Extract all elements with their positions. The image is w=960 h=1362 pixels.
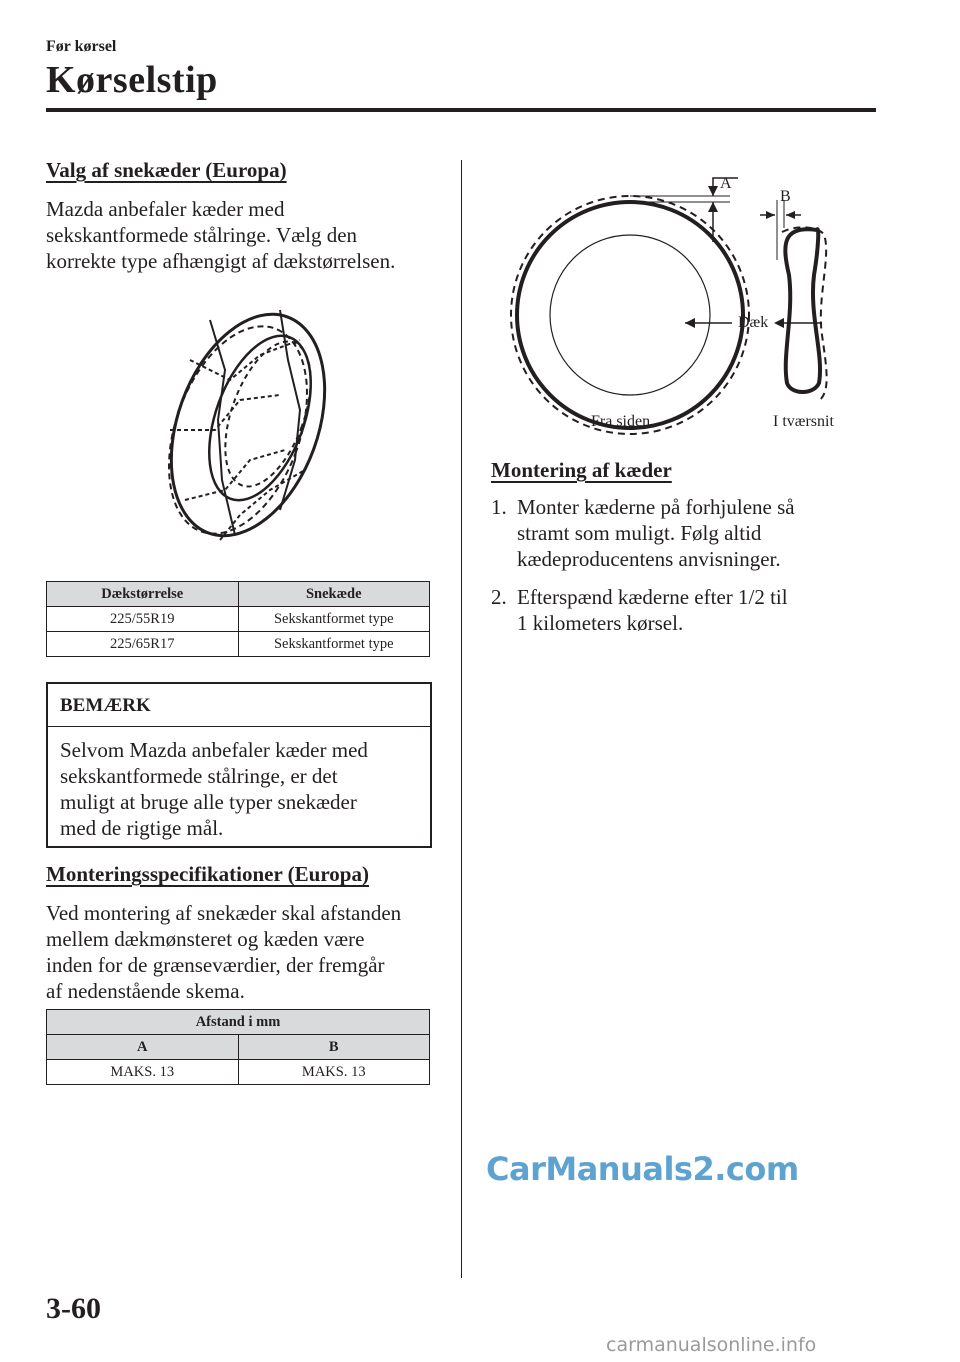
note-box <box>46 682 432 848</box>
step-number: 1. <box>491 495 507 519</box>
note-body <box>48 727 430 851</box>
note-line: muligt at bruge alle typer snekæder <box>60 790 357 814</box>
snow-chains-heading: Valg af snekæder (Europa) <box>46 158 287 182</box>
note-line: med de rigtige mål. <box>60 816 224 840</box>
step-line: kædeproducentens anvisninger. <box>517 547 781 571</box>
tire-chain-table <box>46 581 430 657</box>
list-item <box>491 584 871 636</box>
label-a: A <box>720 175 732 192</box>
table-cell: Sekskantformet type <box>238 607 430 632</box>
distance-table <box>46 1009 430 1085</box>
label-b: B <box>780 188 791 205</box>
step-line: stramt som muligt. Følg altid <box>517 521 762 545</box>
table-header: Snekæde <box>238 582 430 607</box>
watermark-logo: CarManuals2.com <box>486 1150 799 1188</box>
note-line: Selvom Mazda anbefaler kæder med <box>60 738 368 762</box>
wheel-rim <box>550 235 710 395</box>
mounting-heading: Montering af kæder <box>491 458 672 482</box>
mounting-spec-body <box>46 900 446 1004</box>
table-header: B <box>238 1035 430 1060</box>
step-line: Monter kæderne på forhjulene så <box>517 495 795 519</box>
intro-line: Mazda anbefaler kæder med <box>46 197 285 221</box>
section-label: Før kørsel <box>46 38 117 55</box>
table-header-row <box>47 1035 430 1060</box>
intro-line: korrekte type afhængigt af dækstørrelsen. <box>46 249 396 273</box>
table-caption: Afstand i mm <box>47 1010 430 1035</box>
table-row <box>47 632 430 657</box>
snow-chains-intro <box>46 196 446 274</box>
list-item <box>491 494 871 572</box>
table-row <box>47 1060 430 1085</box>
step-number: 2. <box>491 585 507 609</box>
spec-line: mellem dækmønsteret og kæden være <box>46 927 365 951</box>
spec-line: af nedenstående skema. <box>46 979 245 1003</box>
title-rule <box>46 108 876 112</box>
table-header: Dækstørrelse <box>47 582 239 607</box>
table-cell: Sekskantformet type <box>238 632 430 657</box>
intro-line: sekskantformede stålringe. Vælg den <box>46 223 358 247</box>
spec-line: Ved montering af snekæder skal afstanden <box>46 901 402 925</box>
spec-line: inden for de grænseværdier, der fremgår <box>46 953 385 977</box>
page-number: 3-60 <box>46 1292 101 1325</box>
label-side-view: Fra siden <box>591 413 651 430</box>
table-cell: 225/65R17 <box>47 632 239 657</box>
step-line: 1 kilometers kørsel. <box>517 611 684 635</box>
label-cross-section: I tværsnit <box>773 413 834 430</box>
table-header-row <box>47 582 430 607</box>
table-caption-row <box>47 1010 430 1035</box>
table-header: A <box>47 1035 239 1060</box>
page-title: Kørselstip <box>46 59 218 101</box>
table-row <box>47 607 430 632</box>
table-cell: MAKS. 13 <box>47 1060 239 1085</box>
mounting-spec-heading: Monteringsspecifikationer (Europa) <box>46 862 369 886</box>
table-cell: 225/55R19 <box>47 607 239 632</box>
label-tire: Dæk <box>738 314 769 331</box>
tire-outline <box>517 202 743 428</box>
note-line: sekskantformede stålringe, er det <box>60 764 338 788</box>
step-line: Efterspænd kæderne efter 1/2 til <box>517 585 788 609</box>
note-title: BEMÆRK <box>48 684 430 727</box>
table-cell: MAKS. 13 <box>238 1060 430 1085</box>
footer-watermark: carmanualsonline.info <box>606 1334 817 1356</box>
tire-clearance-diagram <box>470 160 890 450</box>
snow-chain-illustration <box>130 300 360 550</box>
column-divider <box>461 160 462 1278</box>
